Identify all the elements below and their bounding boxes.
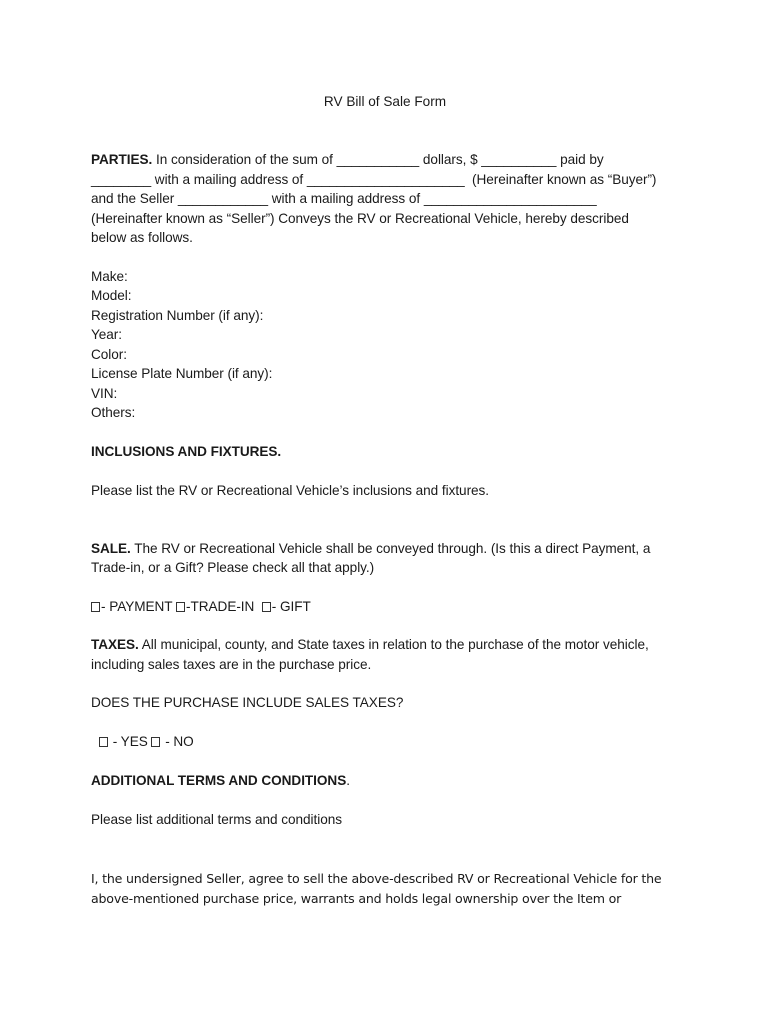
field-vin: VIN:: [91, 385, 118, 401]
additional-heading: ADDITIONAL TERMS AND CONDITIONS: [91, 772, 347, 788]
field-make: Make:: [91, 268, 128, 284]
payment-label: - PAYMENT: [101, 598, 177, 614]
taxes-line-1: [91, 635, 649, 655]
parties-heading: PARTIES.: [91, 152, 153, 167]
field-model: Model:: [91, 288, 132, 303]
field-registration: Registration Number (if any):: [91, 307, 264, 323]
additional-text: Please list additional terms and conditions: [91, 811, 342, 827]
parties-line-3: and the Seller ____________ with a mailing address of _______________________: [91, 191, 597, 206]
document-title: RV Bill of Sale Form: [323, 94, 447, 109]
sale-heading: SALE.: [91, 540, 131, 556]
closing-line-1: I, the undersigned Seller, agree to sell the above-described RV or Recreational Vehicle for the: [91, 871, 662, 886]
no-label: - NO: [161, 734, 194, 749]
parties-text-1: In consideration of the sum of ___________ dollars, $ __________ paid by: [152, 152, 604, 167]
sale-line-2: Trade-in, or a Gift? Please check all that apply.): [91, 560, 375, 575]
taxes-question: DOES THE PURCHASE INCLUDE SALES TAXES?: [91, 695, 404, 710]
field-year: Year:: [91, 327, 122, 342]
taxes-line-2: including sales taxes are in the purchase price.: [91, 656, 372, 672]
parties-line-1: [91, 150, 604, 170]
additional-heading-line: [91, 771, 350, 791]
parties-line-4: (Hereinafter known as “Seller”) Conveys the RV or Recreational Vehicle, hereby described: [91, 210, 629, 226]
payment-checkbox[interactable]: [91, 602, 100, 612]
parties-line-5: below as follows.: [91, 230, 193, 245]
taxes-text-1: All municipal, county, and State taxes in relation to the purchase of the motor vehicle,: [138, 637, 649, 652]
field-license-plate: License Plate Number (if any):: [91, 366, 273, 381]
yes-checkbox[interactable]: [99, 737, 108, 747]
inclusions-heading: INCLUSIONS AND FIXTURES.: [91, 443, 282, 459]
trade-in-label: -TRADE-IN: [186, 598, 262, 614]
closing-line-2: above-mentioned purchase price, warrants and holds legal ownership over the Item or: [91, 891, 622, 906]
parties-line-2: ________ with a mailing address of _____________________ (Hereinafter known as “Buyer”): [91, 171, 657, 187]
additional-period: .: [346, 772, 350, 788]
gift-checkbox[interactable]: [262, 602, 271, 612]
taxes-heading: TAXES.: [91, 637, 139, 652]
tax-options: [99, 732, 194, 752]
yes-label: - YES: [109, 734, 152, 749]
field-others: Others:: [91, 405, 136, 420]
field-color: Color:: [91, 346, 127, 362]
no-checkbox[interactable]: [151, 737, 160, 747]
sale-line-1: [91, 539, 650, 559]
inclusions-text: Please list the RV or Recreational Vehicle’s inclusions and fixtures.: [91, 482, 490, 498]
sale-text-1: The RV or Recreational Vehicle shall be conveyed through. (Is this a direct Payment, a: [130, 540, 651, 556]
trade-in-checkbox[interactable]: [176, 602, 185, 612]
sale-options: [91, 597, 311, 617]
gift-label: - GIFT: [271, 598, 311, 614]
